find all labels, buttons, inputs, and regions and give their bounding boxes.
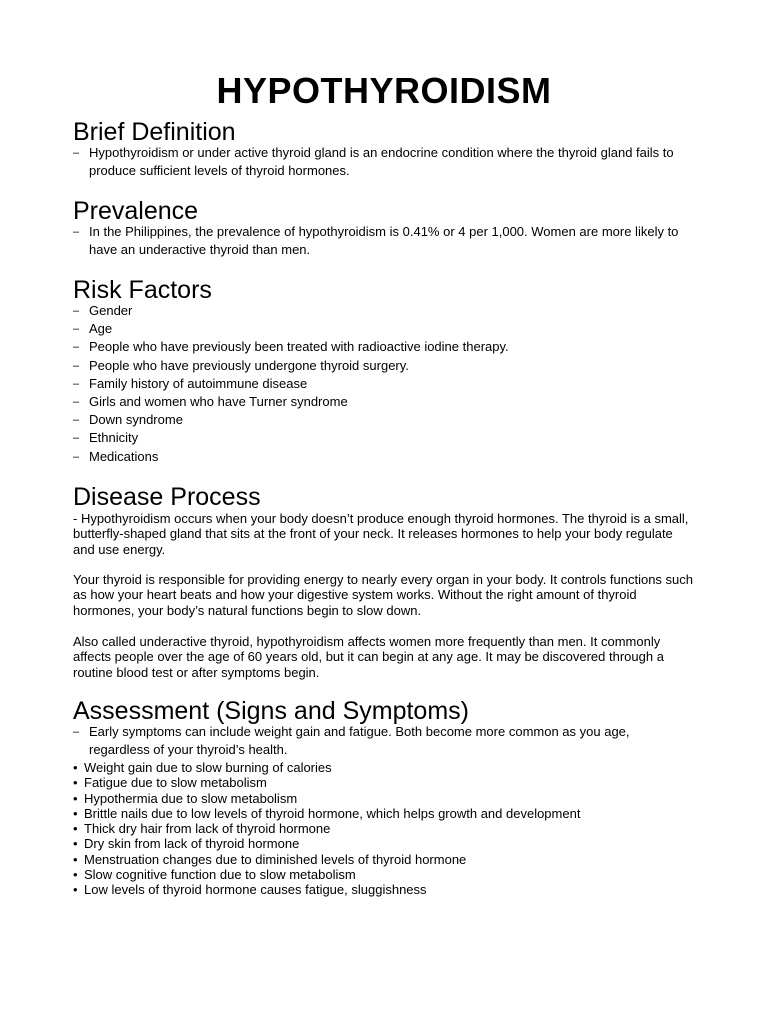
brief-definition-list (73, 144, 693, 180)
bullet-marker: • (73, 821, 78, 837)
list-item: – Early symptoms can include weight gain and fatigue. Both become more common as you age, regardless of your thyroid’s health. (73, 724, 630, 758)
list-item: – In the Philippines, the prevalence of hypothyroidism is 0.41% or 4 per 1,000. Women are more likely to have an underactive thyroid than men. (73, 224, 679, 258)
section-heading-brief-definition: Brief Definition (73, 118, 236, 146)
bullet-marker: • (73, 882, 78, 898)
list-item: – Gender (73, 302, 693, 320)
list-item: • Slow cognitive function due to slow metabolism (73, 867, 356, 883)
dash-marker: – (73, 305, 80, 317)
disease-process-paragraph: - Hypothyroidism occurs when your body doesn’t produce enough thyroid hormones. The thyroid is a small, butterfly-shaped gland that sits at the front of your neck. It releases hormones to help your body regulate and use energy. (73, 511, 689, 557)
list-item: • Weight gain due to slow burning of calories (73, 760, 332, 775)
dash-marker: – (73, 450, 80, 463)
risk-factors-list (73, 302, 693, 466)
list-item: • Fatigue due to slow metabolism (73, 775, 267, 791)
list-item: – Age (73, 320, 693, 338)
bullet-marker: • (73, 760, 78, 775)
section-heading-risk-factors: Risk Factors (73, 276, 212, 304)
dash-marker: – (73, 147, 80, 159)
section-heading-prevalence: Prevalence (73, 197, 199, 225)
dash-marker: – (73, 377, 80, 390)
dash-marker: – (73, 323, 80, 336)
dash-marker: – (73, 396, 80, 409)
list-item: • Dry skin from lack of thyroid hormone (73, 836, 300, 852)
prevalence-list (73, 223, 693, 259)
list-item: – Down syndrome (73, 411, 693, 429)
list-item: • Low levels of thyroid hormone causes fatigue, sluggishness (73, 882, 427, 898)
list-item: – Family history of autoimmune disease (73, 375, 693, 393)
dash-marker: – (73, 341, 80, 354)
bullet-marker: • (73, 836, 78, 852)
list-item: – Medications (73, 448, 693, 466)
bullet-marker: • (73, 775, 78, 791)
list-item: – Ethnicity (73, 429, 693, 447)
bullet-marker: • (73, 851, 78, 867)
bullet-marker: • (73, 867, 78, 883)
list-item: – Girls and women who have Turner syndrome (73, 393, 693, 411)
dash-marker: – (73, 432, 80, 445)
section-heading-disease-process: Disease Process (73, 483, 261, 511)
bullet-marker: • (73, 805, 78, 821)
list-item: – People who have previously undergone thyroid surgery. (73, 357, 693, 375)
dash-marker: – (73, 414, 80, 427)
list-item: • Thick dry hair from lack of thyroid hormone (73, 821, 331, 837)
list-item: – Hypothyroidism or under active thyroid gland is an endocrine condition where the thyroid gland fails to produce sufficient levels of thyroid hormones. (73, 145, 674, 179)
list-item: • Menstruation changes due to diminished levels of thyroid hormone (73, 851, 467, 867)
assessment-intro-list (73, 723, 693, 759)
symptoms-list (73, 760, 713, 898)
dash-marker: – (73, 226, 80, 238)
page-title: HYPOTHYROIDISM (216, 70, 552, 111)
list-item: • Brittle nails due to low levels of thyroid hormone, which helps growth and development (73, 805, 581, 821)
disease-process-paragraph: Also called underactive thyroid, hypothyroidism affects women more frequently than men. It commonly affects people over the age of 60 years old, but it can begin at any age. It may be discovered through a routine blood test or after symptoms begin. (73, 634, 664, 680)
list-item: – People who have previously been treated with radioactive iodine therapy. (73, 338, 693, 356)
dash-marker: – (73, 359, 80, 372)
list-item: • Hypothermia due to slow metabolism (73, 790, 298, 806)
section-heading-assessment: Assessment (Signs and Symptoms) (73, 697, 469, 725)
disease-process-paragraph: Your thyroid is responsible for providing energy to nearly every organ in your body. It controls functions such as how your heart beats and how your digestive system works. Without the right amount of thyroid hormones, your body’s natural functions begin to slow down. (73, 572, 694, 618)
dash-marker: – (73, 726, 80, 738)
bullet-marker: • (73, 790, 78, 806)
